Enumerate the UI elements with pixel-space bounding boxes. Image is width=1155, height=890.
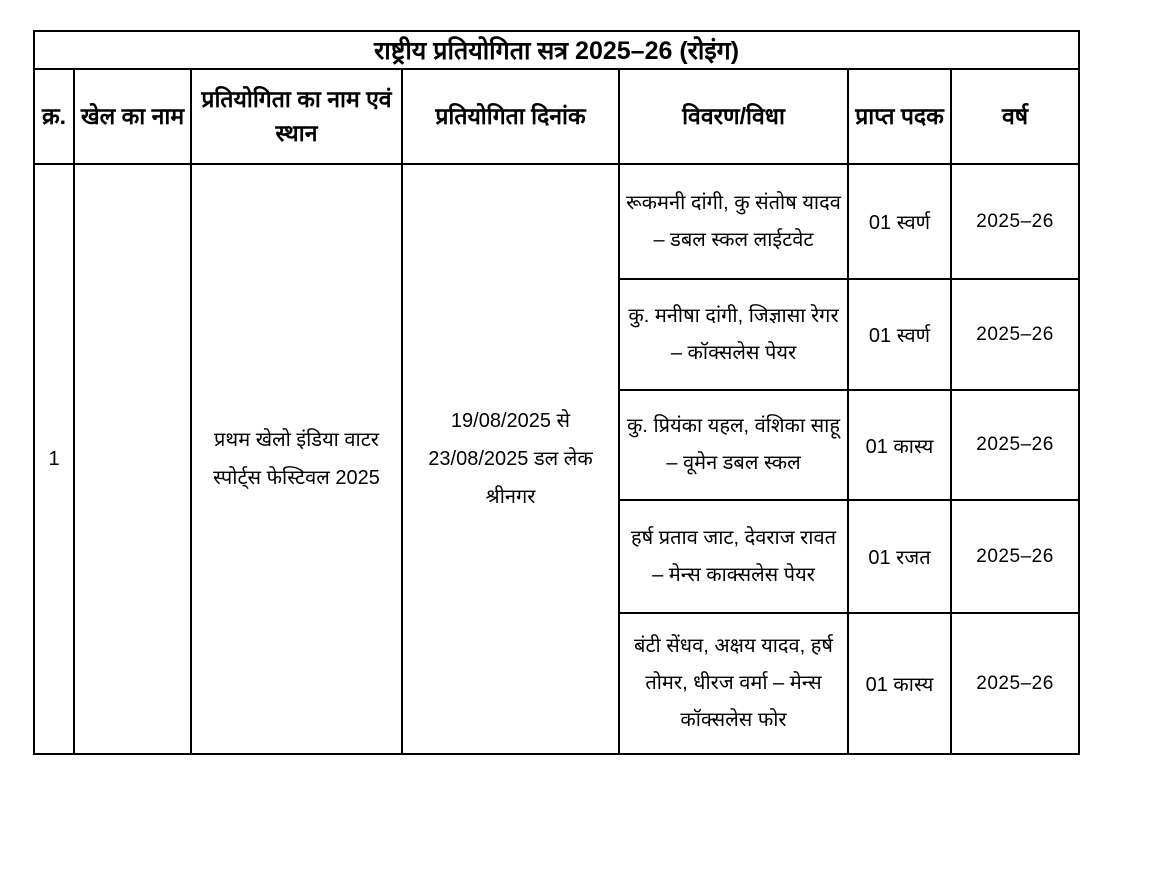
table-row (34, 164, 1079, 279)
detail-cell: हर्ष प्रताव जाट, देवराज रावत – मेन्स काक्सलेस पेयर (619, 500, 848, 613)
detail-cell: कु. प्रियंका यहल, वंशिका साहू – वूमेन डबल स्कल (619, 390, 848, 500)
col-header-competition-name-place: प्रतियोगिता का नाम एवं स्थान (191, 69, 402, 164)
table-header-row (34, 69, 1079, 164)
col-header-sport-name: खेल का नाम (74, 69, 191, 164)
year-cell: 2025–26 (951, 500, 1079, 613)
competition-date-cell: 19/08/2025 से 23/08/2025 डल लेक श्रीनगर (402, 164, 619, 754)
table-title-row (34, 31, 1079, 69)
serial-number-cell: 1 (34, 164, 74, 754)
medal-cell: 01 रजत (848, 500, 951, 613)
year-cell: 2025–26 (951, 164, 1079, 279)
detail-cell: रूकमनी दांगी, कु संतोष यादव – डबल स्कल लाईटवेट (619, 164, 848, 279)
year-cell: 2025–26 (951, 279, 1079, 390)
col-header-year: वर्ष (951, 69, 1079, 164)
detail-cell: बंटी सेंधव, अक्षय यादव, हर्ष तोमर, धीरज वर्मा – मेन्स कॉक्सलेस फोर (619, 613, 848, 754)
detail-cell: कु. मनीषा दांगी, जिज्ञासा रेगर – कॉक्सलेस पेयर (619, 279, 848, 390)
year-cell: 2025–26 (951, 390, 1079, 500)
competition-name-cell: प्रथम खेलो इंडिया वाटर स्पोर्ट्स फेस्टिवल 2025 (191, 164, 402, 754)
col-header-detail-discipline: विवरण/विधा (619, 69, 848, 164)
medal-cell: 01 स्वर्ण (848, 164, 951, 279)
col-header-competition-date: प्रतियोगिता दिनांक (402, 69, 619, 164)
year-cell: 2025–26 (951, 613, 1079, 754)
sport-name-cell (74, 164, 191, 754)
competition-table (33, 30, 1080, 755)
medal-cell: 01 कास्य (848, 390, 951, 500)
medal-cell: 01 कास्य (848, 613, 951, 754)
col-header-serial: क्र. (34, 69, 74, 164)
table-title: राष्ट्रीय प्रतियोगिता सत्र 2025–26 (रोइंग) (34, 31, 1079, 69)
medal-cell: 01 स्वर्ण (848, 279, 951, 390)
col-header-medal-received: प्राप्त पदक (848, 69, 951, 164)
